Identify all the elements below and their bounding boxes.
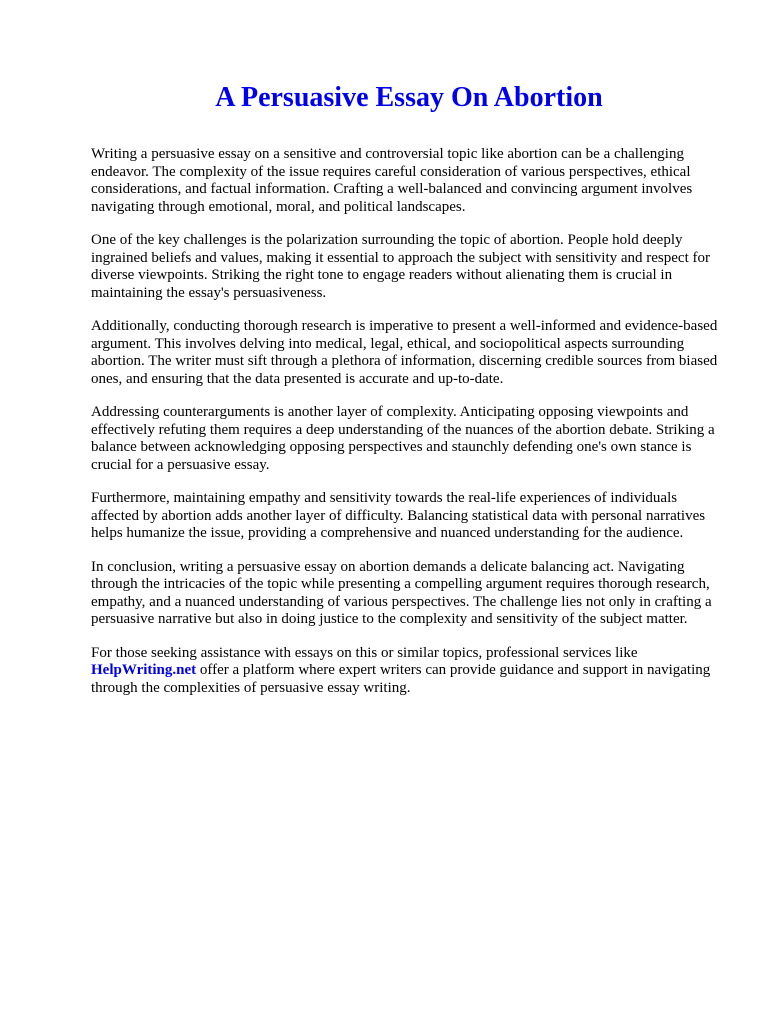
helpwriting-link[interactable]: HelpWriting.net bbox=[91, 662, 197, 678]
paragraph-3: Additionally, conducting thorough research is imperative to present a well-informed and evidence-based argument. This involves delving into medical, legal, ethical, and sociopolitical aspects surrounding abortion. The writer must sift through a plethora of information, discerning credible sources from biased ones, and ensuring that the data presented is accurate and up-to-date. bbox=[91, 318, 718, 387]
paragraph-4: Addressing counterarguments is another layer of complexity. Anticipating opposing viewpoints and effectively refuting them requires a deep understanding of the nuances of the abortion debate. Striking a balance between acknowledging opposing perspectives and staunchly defending one's own stance is crucial for a persuasive essay. bbox=[91, 404, 715, 473]
essay-body bbox=[91, 146, 723, 713]
closing-paragraph bbox=[91, 645, 723, 698]
paragraph-6: In conclusion, writing a persuasive essay on abortion demands a delicate balancing act. Navigating through the intricacies of the topic while presenting a compelling argument requires thorough research, empathy, and a nuanced understanding of various perspectives. The challenge lies not only in crafting a persuasive narrative but also in doing justice to the complexity and sensitivity of the subject matter. bbox=[91, 558, 712, 627]
closing-text-before-link: For those seeking assistance with essays on this or similar topics, professional services like bbox=[91, 644, 638, 661]
paragraph-1: Writing a persuasive essay on a sensitive and controversial topic like abortion can be a challenging endeavor. The complexity of the issue requires careful consideration of various perspectives, ethical considerations, and factual information. Crafting a well-balanced and convincing argument involves navigating through emotional, moral, and political landscapes. bbox=[91, 146, 693, 215]
paragraph-2: One of the key challenges is the polarization surrounding the topic of abortion. People hold deeply ingrained beliefs and values, making it essential to approach the subject with sensitivity and respect for diverse viewpoints. Striking the right tone to engage readers without alienating them is crucial in maintaining the essay's persuasiveness. bbox=[91, 232, 710, 301]
closing-text-after-link: offer a platform where expert writers can provide guidance and support in navigating through the complexities of persuasive essay writing. bbox=[91, 662, 711, 696]
paragraph-5: Furthermore, maintaining empathy and sensitivity towards the real-life experiences of individuals affected by abortion adds another layer of difficulty. Balancing statistical data with personal narratives helps humanize the issue, providing a comprehensive and nuanced understanding for the audience. bbox=[91, 490, 706, 541]
essay-title: A Persuasive Essay On Abortion bbox=[215, 82, 603, 113]
